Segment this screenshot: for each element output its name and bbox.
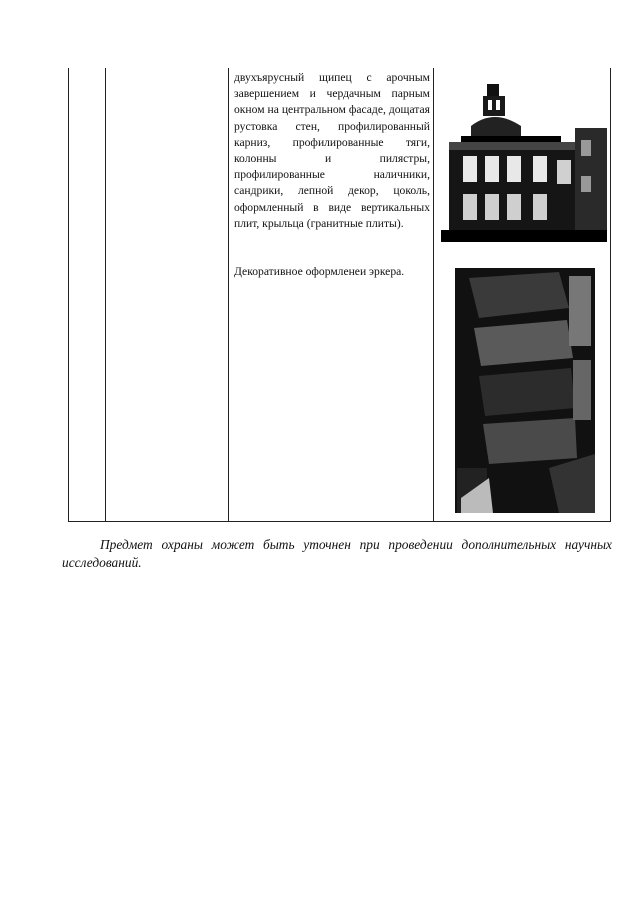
bay-window-photo: [449, 268, 601, 513]
column-divider-2: [228, 68, 229, 521]
bay-window-description: Декоративное оформленеи эркера.: [234, 265, 405, 278]
protection-table: [68, 68, 611, 522]
facade-description: двухъярусный щипец с арочным завершением и чердачным парным окном на центральном фасаде, дощатая рустовка стен, профилированный карниз, профилированные тяги, колонны и пилястры, профилированные наличники, сандрики, лепной декор, цоколь, оформленный в виде вертикальных плит, крыльца (гранитные плиты).: [234, 71, 430, 230]
building-facade-photo: [441, 80, 607, 242]
column-divider-1: [105, 68, 106, 521]
column-divider-3: [433, 68, 434, 521]
protection-note: Предмет охраны может быть уточнен при проведении дополнительных научных исследований.: [62, 537, 612, 570]
